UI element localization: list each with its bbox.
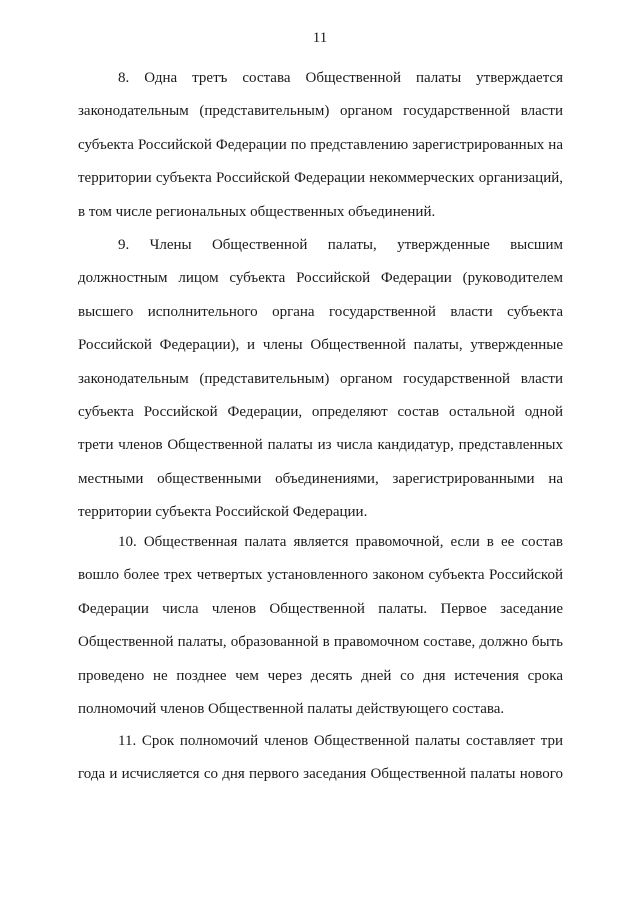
paragraph-10 bbox=[78, 526, 563, 726]
text-line: субъекта Российской Федерации по представлению зарегистрированных на bbox=[78, 136, 563, 153]
text-line: законодательным (представительным) органом государственной власти bbox=[78, 103, 563, 120]
text-line: 11. Срок полномочий членов Общественной палаты составляет три bbox=[118, 733, 563, 749]
text-line: проведено не позднее чем через десять дней со дня истечения срока bbox=[78, 667, 563, 684]
paragraph-9 bbox=[78, 229, 563, 530]
text-line: территории субъекта Российской Федерации некоммерческих организаций, bbox=[78, 170, 563, 187]
text-line: года и исчисляется со дня первого заседания Общественной палаты нового bbox=[78, 766, 563, 783]
text-line: трети членов Общественной палаты из числа кандидатур, представленных bbox=[78, 437, 563, 454]
text-line: полномочий членов Общественной палаты действующего состава. bbox=[78, 700, 505, 717]
text-line: Федерации числа членов Общественной палаты. Первое заседание bbox=[78, 600, 563, 617]
text-line: вошло более трех четвертых установленного законом субъекта Российской bbox=[78, 567, 563, 584]
page-number: 11 bbox=[312, 30, 328, 46]
text-line: 9. Члены Общественной палаты, утвержденные высшим bbox=[118, 237, 563, 253]
text-line: Общественной палаты, образованной в правомочном составе, должно быть bbox=[78, 634, 563, 651]
text-line: законодательным (представительным) органом государственной власти bbox=[78, 370, 563, 387]
text-line: в том числе региональных общественных объединений. bbox=[78, 203, 436, 220]
text-line: субъекта Российской Федерации, определяют состав остальной одной bbox=[78, 403, 563, 420]
text-line: местными общественными объединениями, зарегистрированными на bbox=[78, 470, 563, 487]
text-line: 10. Общественная палата является правомочной, если в ее состав bbox=[118, 534, 563, 550]
text-line: высшего исполнительного органа государственной власти субъекта bbox=[78, 303, 563, 320]
text-line: 8. Одна третъ состава Общественной палаты утверждается bbox=[118, 70, 563, 86]
paragraph-11 bbox=[78, 725, 563, 792]
text-line: территории субъекта Российской Федерации. bbox=[78, 504, 368, 521]
text-line: должностным лицом субъекта Российской Федерации (руководителем bbox=[78, 270, 563, 287]
paragraph-8 bbox=[78, 62, 563, 229]
text-line: Российской Федерации), и члены Общественной палаты, утвержденные bbox=[78, 337, 563, 354]
